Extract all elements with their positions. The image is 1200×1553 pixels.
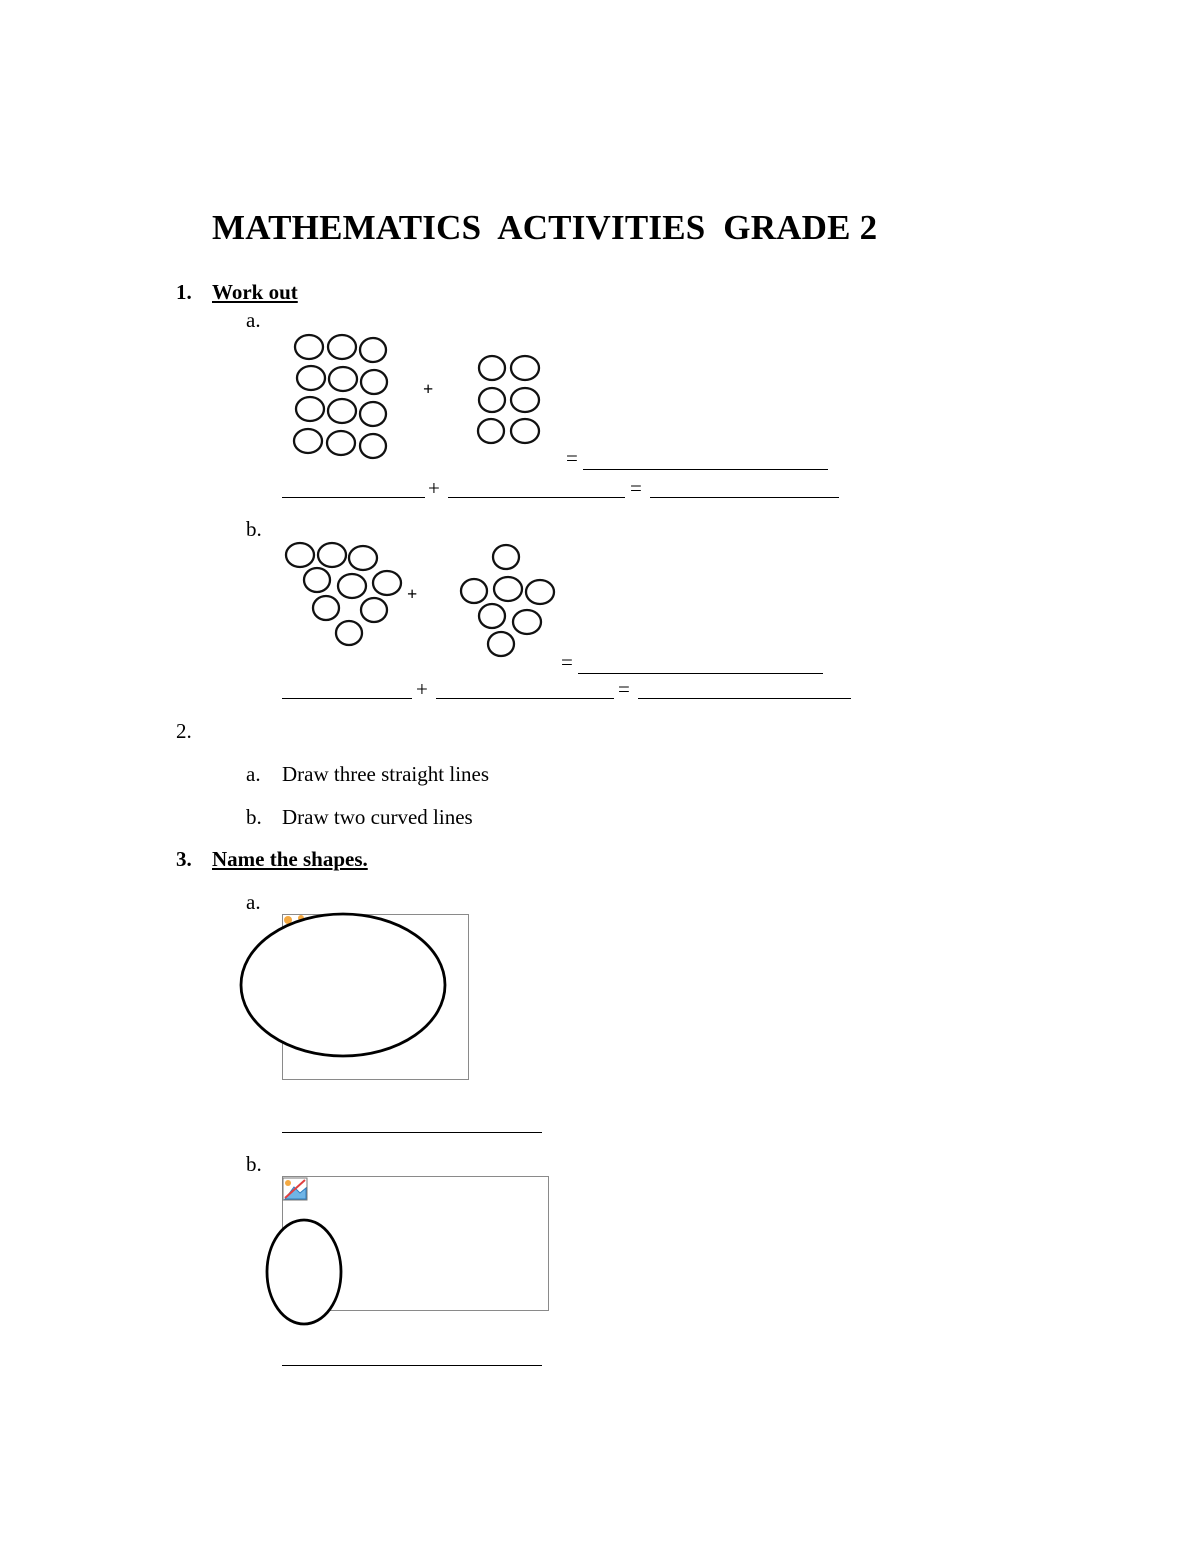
question-2-number: 2. [176,719,192,743]
question-2a-text: Draw three straight lines [282,762,490,786]
question-2a-letter: a. [246,762,261,786]
question-1-number: 1. [176,280,192,304]
q1b-equals-sign: = [561,650,573,674]
q1b-eq-plus: + [416,677,428,701]
worksheet-title: MATHEMATICS ACTIVITIES GRADE 2 [212,208,878,247]
question-3-number: 3. [176,847,192,871]
q3a-oval-shape [241,914,445,1056]
q1a-plus-sign: + [423,379,434,399]
q3b-oval-shape [267,1220,341,1324]
q3a-answer-blank[interactable] [282,1132,542,1133]
q1b-plus-sign: + [407,584,418,604]
question-1a-letter: a. [246,308,261,332]
question-2b-text: Draw two curved lines [282,805,473,829]
question-3b-letter: b. [246,1152,262,1176]
q1b-eq-equals: = [618,677,630,701]
q3b-answer-blank[interactable] [282,1365,542,1366]
question-1b-letter: b. [246,517,262,541]
q3b-broken-image-icon [283,1178,307,1200]
q1a-eq-plus: + [428,476,440,500]
question-1-heading: Work out [212,280,298,304]
q1a-eq-equals: = [630,476,642,500]
question-3a-letter: a. [246,890,261,914]
question-2b-letter: b. [246,805,262,829]
question-3-heading: Name the shapes. [212,847,368,871]
q1a-equals-sign: = [566,446,578,470]
